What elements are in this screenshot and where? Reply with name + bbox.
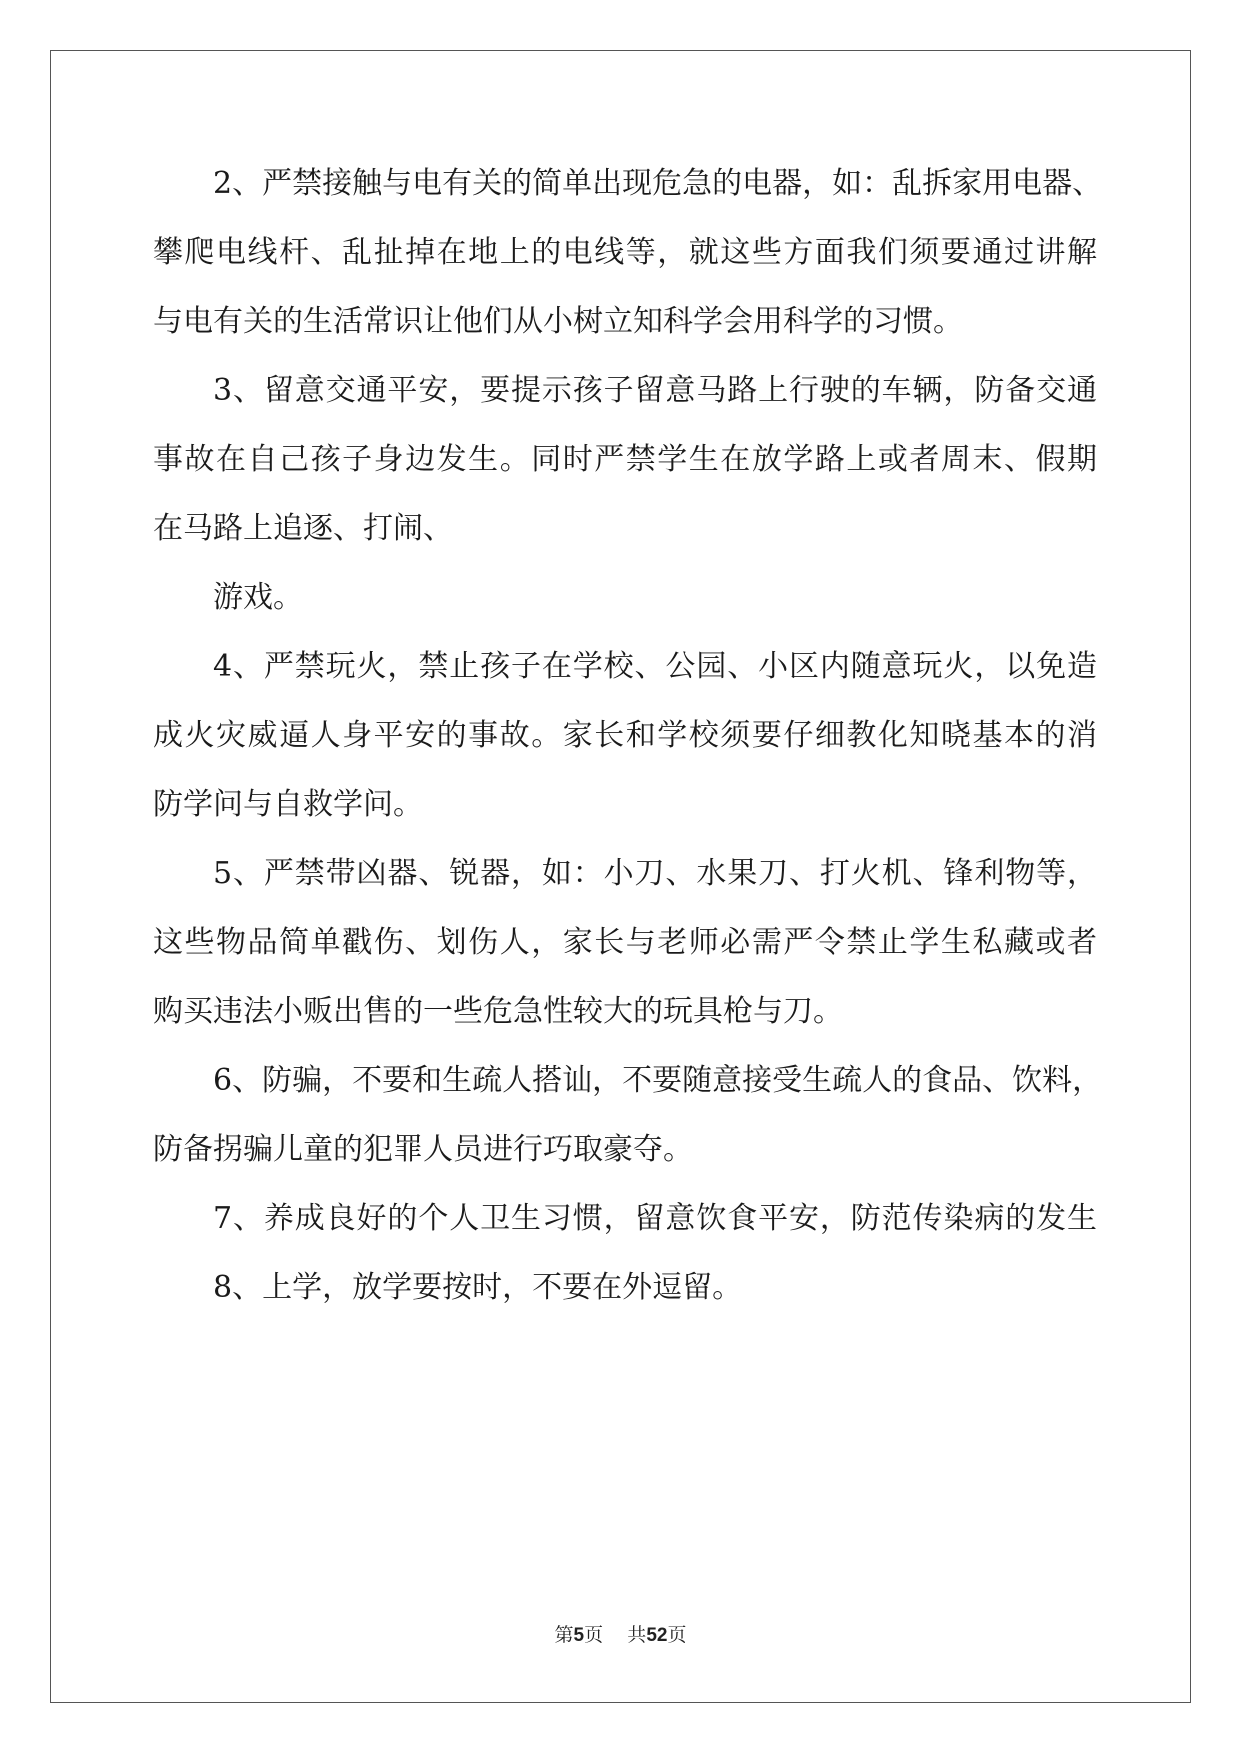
p5-line-2: 这些物品简单戳伤、划伤人，家长与老师必需严令禁止学生私藏或者 [153,925,1097,960]
p5-line-3: 购买违法小贩出售的一些危急性较大的玩具枪与刀。 [153,994,843,1029]
fragment-line: 游戏。 [213,580,303,615]
footer-page-prefix: 第 [554,1624,574,1646]
p4-line-2: 成火灾威逼人身平安的事故。家长和学校须要仔细教化知晓基本的消 [153,718,1097,753]
footer-total-number: 52 [646,1625,668,1646]
p2-line-3: 与电有关的生活常识让他们从小树立知科学会用科学的习惯。 [153,304,963,339]
p6-line-2: 防备拐骗儿童的犯罪人员进行巧取豪夺。 [153,1132,693,1167]
p2-line-2: 攀爬电线杆、乱扯掉在地上的电线等，就这些方面我们须要通过讲解 [153,235,1097,270]
p8-line-1: 8、上学，放学要按时，不要在外逗留。 [213,1270,743,1305]
footer-page-suffix: 页 [584,1624,604,1646]
p5-line-1: 5、严禁带凶器、锐器，如：小刀、水果刀、打火机、锋利物等， [213,856,1097,891]
p7-line-1: 7、养成良好的个人卫生习惯，留意饮食平安，防范传染病的发生 [213,1201,1097,1236]
footer-page-number: 5 [573,1625,585,1646]
footer-total-prefix: 共 [627,1624,647,1646]
p3-line-2: 事故在自己孩子身边发生。同时严禁学生在放学路上或者周末、假期 [153,442,1097,477]
p2-line-1: 2、严禁接触与电有关的简单出现危急的电器，如：乱拆家用电器、 [213,166,1103,201]
p6-line-1: 6、防骗，不要和生疏人搭讪，不要随意接受生疏人的食品、饮料， [213,1063,1103,1098]
footer-total-suffix: 页 [667,1624,687,1646]
p4-line-3: 防学问与自救学问。 [153,787,423,822]
p3-line-1: 3、留意交通平安，要提示孩子留意马路上行驶的车辆，防备交通 [213,373,1097,408]
page-footer [0,1620,1241,1647]
p4-line-1: 4、严禁玩火，禁止孩子在学校、公园、小区内随意玩火，以免造 [213,649,1097,684]
p3-line-3: 在马路上追逐、打闹、 [153,511,453,546]
